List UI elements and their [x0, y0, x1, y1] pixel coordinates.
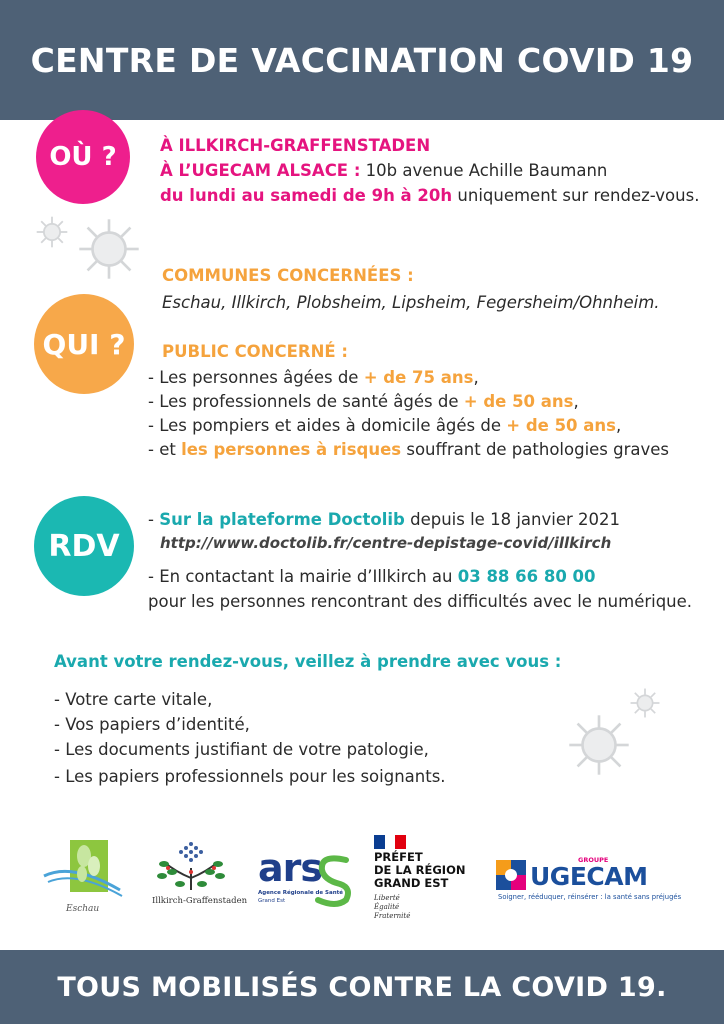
prefet-logo: [374, 834, 474, 930]
ugecam-tagline: Soigner, rééduquer, réinsérer : la santé sans préjugés: [498, 893, 682, 901]
rdv-doctolib-line: - Sur la plateforme Doctolib depuis le 18 janvier 2021: [148, 510, 620, 529]
eschau-leaf-icon: [42, 832, 124, 904]
avant-item: - Vos papiers d’identité,: [54, 715, 250, 734]
prefet-title-2: DE LA RÉGION: [374, 863, 466, 877]
ars-s-icon: [314, 852, 354, 908]
ou-hours-line: du lundi au samedi de 9h à 20h uniquement sur rendez-vous.: [160, 186, 700, 205]
avant-item: - Les papiers professionnels pour les soignants.: [54, 767, 446, 786]
footer-slogan: TOUS MOBILISÉS CONTRE LA COVID 19.: [57, 971, 667, 1003]
illkirch-tree-icon: [150, 838, 232, 896]
header-banner: [0, 0, 724, 120]
avant-item: - Les documents justifiant de votre patologie,: [54, 740, 429, 759]
ugecam-logo: [496, 856, 686, 906]
prefet-motto-3: Fraternité: [374, 912, 411, 920]
public-title: PUBLIC CONCERNÉ :: [162, 342, 349, 361]
eschau-caption: Eschau: [66, 904, 100, 914]
eschau-logo: [42, 832, 124, 918]
ugecam-name: UGECAM: [530, 862, 648, 891]
ars-subtitle: Agence Régionale de Santé: [258, 890, 343, 896]
ars-wordmark: ars: [258, 846, 323, 890]
communes-list: Eschau, Illkirch, Plobsheim, Lipsheim, Fegersheim/Ohnheim.: [162, 293, 660, 312]
virus-icon: [628, 686, 662, 720]
prefet-motto-1: Liberté: [374, 894, 400, 902]
page-title: CENTRE DE VACCINATION COVID 19: [30, 40, 694, 80]
prefet-title-1: PRÉFET: [374, 850, 423, 864]
ars-logo: [258, 846, 354, 910]
ou-location-line: À ILLKIRCH-GRAFFENSTADEN: [160, 136, 431, 155]
rdv-phone-line: - En contactant la mairie d’Illkirch au 03 88 66 80 00: [148, 567, 596, 586]
avant-title: Avant votre rendez-vous, veillez à prendre avec vous :: [54, 652, 562, 671]
qui-badge: QUI ?: [34, 294, 134, 394]
virus-icon: [34, 214, 70, 250]
public-item: - Les professionnels de santé âgés de + de 50 ans,: [148, 392, 579, 411]
rdv-badge: RDV: [34, 496, 134, 596]
virus-icon: [76, 216, 142, 282]
ugecam-symbol-icon: [496, 860, 526, 890]
prefet-motto-2: Égalité: [374, 903, 400, 911]
ou-address-line: À L’UGECAM ALSACE : 10b avenue Achille Baumann: [160, 161, 608, 180]
footer-banner: [0, 950, 724, 1024]
ou-badge: OÙ ?: [36, 110, 130, 204]
ars-region: Grand Est: [258, 898, 286, 904]
virus-icon: [566, 712, 632, 778]
public-item: - et les personnes à risques souffrant de pathologies graves: [148, 440, 670, 459]
public-item: - Les personnes âgées de + de 75 ans,: [148, 368, 479, 387]
marianne-flag-icon: [374, 835, 406, 849]
public-item: - Les pompiers et aides à domicile âgés de + de 50 ans,: [148, 416, 622, 435]
illkirch-logo: [150, 838, 248, 914]
doctolib-link[interactable]: http://www.doctolib.fr/centre-depistage-covid/illkirch: [160, 534, 612, 552]
rdv-note-line: pour les personnes rencontrant des difficultés avec le numérique.: [148, 592, 693, 611]
communes-title: COMMUNES CONCERNÉES :: [162, 266, 414, 285]
illkirch-caption: Illkirch-Graffenstaden: [152, 896, 248, 906]
prefet-title-3: GRAND EST: [374, 876, 449, 890]
avant-item: - Votre carte vitale,: [54, 690, 213, 709]
ugecam-groupe: GROUPE: [578, 856, 609, 864]
